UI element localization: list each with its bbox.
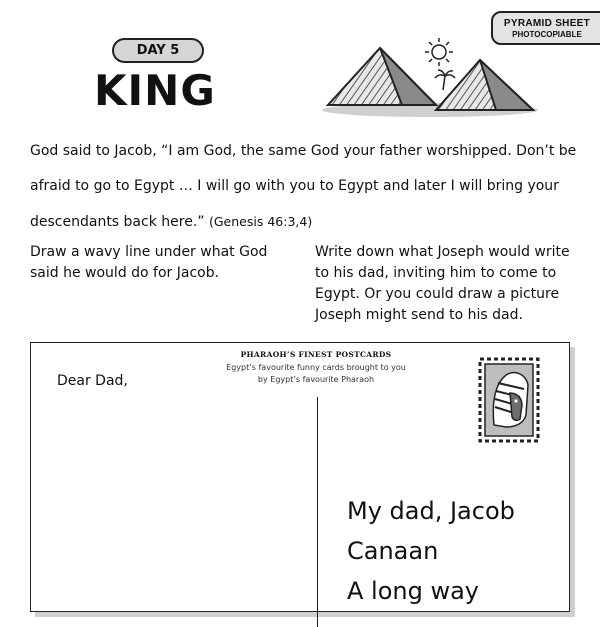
postcard-divider — [317, 397, 318, 627]
day-label: DAY 5 — [112, 38, 204, 63]
sheet-tab-subtitle: PHOTOCOPIABLE — [512, 30, 582, 39]
instruction-right: Write down what Joseph would write to his dad, inviting him to come to Egypt. Or you could draw a picture Joseph might send to his dad. — [315, 244, 570, 323]
scripture-reference: (Genesis 46:3,4) — [208, 214, 313, 229]
postcard-address — [347, 491, 515, 611]
sheet-tab-title: PYRAMID SHEET — [503, 18, 591, 29]
postcard-header — [221, 350, 411, 386]
pharaoh-stamp-icon — [476, 355, 542, 445]
address-line: My dad, Jacob — [347, 497, 515, 525]
scripture-passage — [30, 134, 580, 240]
postcard-tagline: Egypt’s favourite funny cards brought to you by Egypt’s favourite Pharaoh — [226, 363, 406, 384]
scripture-text: God said to Jacob, “I am God, the same God your father worshipped. Don’t be afraid to go to Egypt … I will go with you to Egypt and later I will bring your descendants back here.” — [30, 143, 577, 230]
pyramids-illustration — [318, 30, 543, 120]
page-title: KING — [94, 66, 216, 115]
postcard-brand: PHARAOH’S FINEST POSTCARDS — [240, 350, 392, 359]
sun-icon — [425, 38, 453, 66]
palm-tree-icon — [435, 70, 455, 90]
postcard — [30, 342, 570, 612]
address-line: A long way — [347, 577, 480, 605]
address-line: Canaan — [347, 537, 439, 565]
postcard-greeting: Dear Dad, — [57, 373, 128, 389]
instruction-left: Draw a wavy line under what God said he would do for Jacob. — [30, 244, 268, 281]
